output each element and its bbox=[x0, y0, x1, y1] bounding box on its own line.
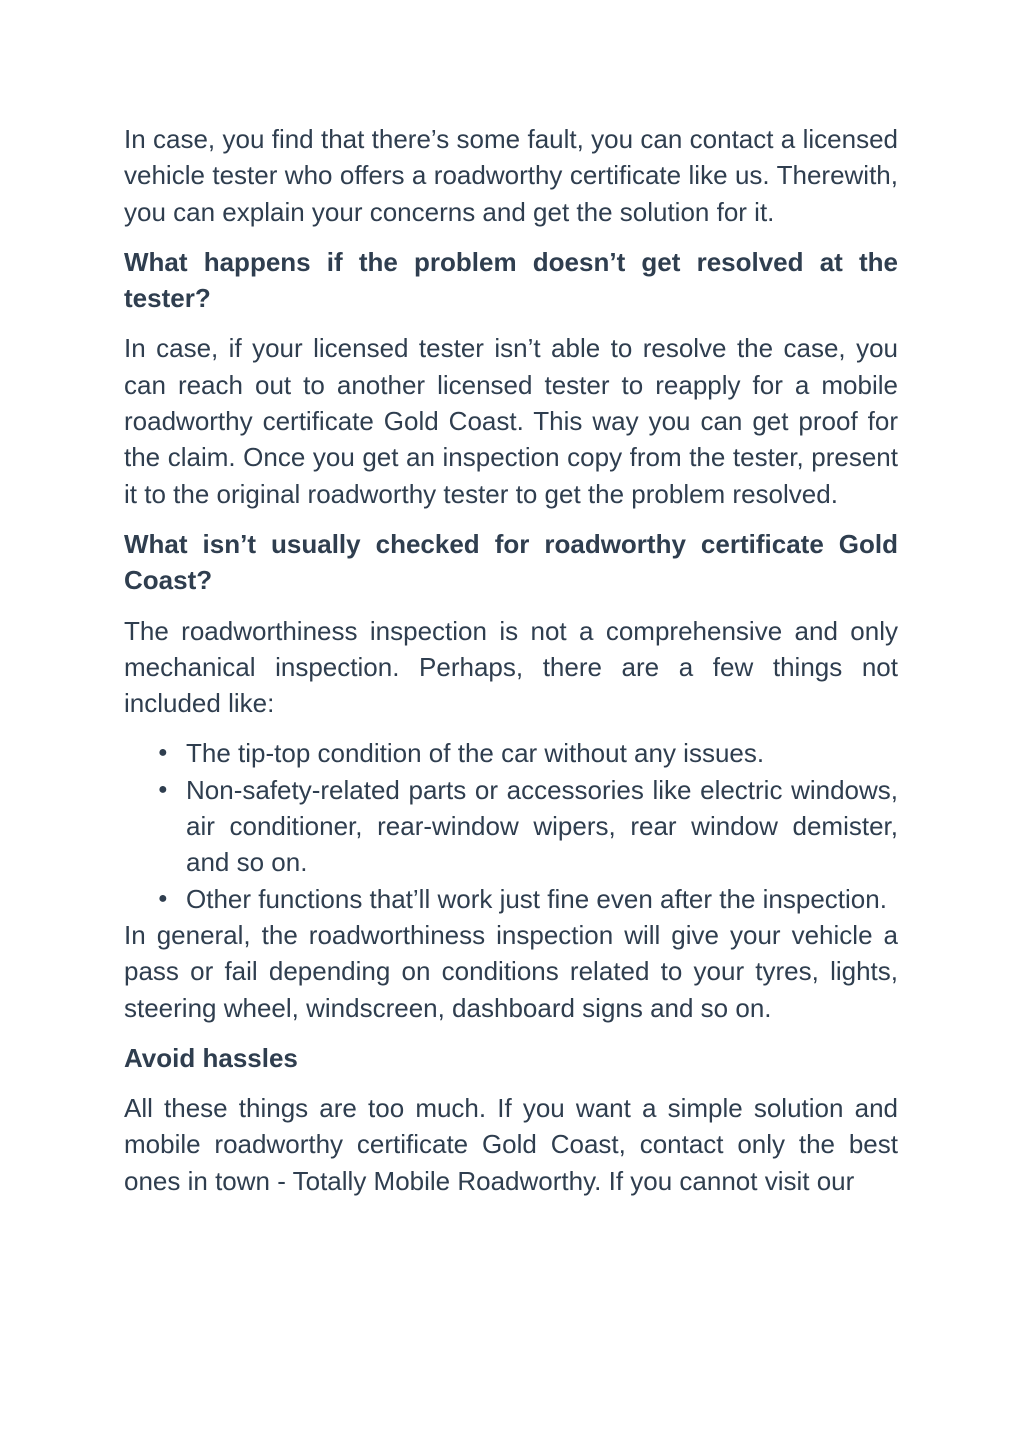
paragraph-reapply-tester: In case, if your licensed tester isn’t able to resolve the case, you can reach out to another licensed tester to reapply for a mobile roadworthy certificate Gold Coast. This way you can get proof for the claim. Once you get an inspection copy from the tester, present it to the original roadworthy tester to get the problem resolved. bbox=[124, 333, 898, 509]
paragraph-contact-best: All these things are too much. If you want a simple solution and mobile roadworthy certificate Gold Coast, contact only the best ones in town - Totally Mobile Roadworthy. If you cannot visit our bbox=[124, 1093, 898, 1196]
list-item bbox=[124, 881, 898, 917]
list-item-text: The tip-top condition of the car without any issues. bbox=[186, 738, 765, 769]
heading-problem-not-resolved: What happens if the problem doesn’t get resolved at the tester? bbox=[124, 246, 898, 314]
list-item bbox=[124, 772, 898, 881]
list-item-text: Other functions that’ll work just fine even after the inspection. bbox=[186, 883, 887, 914]
bullet-icon: ● bbox=[158, 889, 168, 907]
document-page bbox=[124, 121, 898, 1213]
bullet-icon: ● bbox=[158, 744, 168, 762]
paragraph-inspection-scope: The roadworthiness inspection is not a comprehensive and only mechanical inspection. Perhaps, there are a few things not included like: bbox=[124, 615, 898, 719]
paragraph-fault-contact: In case, you find that there’s some fault, you can contact a licensed vehicle tester who offers a roadworthy certificate like us. Therewith, you can explain your concerns and get the solution for it. bbox=[124, 124, 898, 227]
list-item-text: Non-safety-related parts or accessories like electric windows, air conditioner, rear-window wipers, rear window demister, and so on. bbox=[186, 774, 898, 878]
list-item bbox=[124, 735, 898, 771]
heading-avoid-hassles: Avoid hassles bbox=[124, 1042, 298, 1073]
excluded-items-list bbox=[124, 735, 898, 916]
paragraph-pass-fail: In general, the roadworthiness inspection will give your vehicle a pass or fail depending on conditions related to your tyres, lights, steering wheel, windscreen, dashboard signs and so on. bbox=[124, 919, 898, 1023]
heading-not-checked: What isn’t usually checked for roadworthy certificate Gold Coast? bbox=[124, 528, 898, 596]
bullet-icon: ● bbox=[158, 780, 168, 798]
